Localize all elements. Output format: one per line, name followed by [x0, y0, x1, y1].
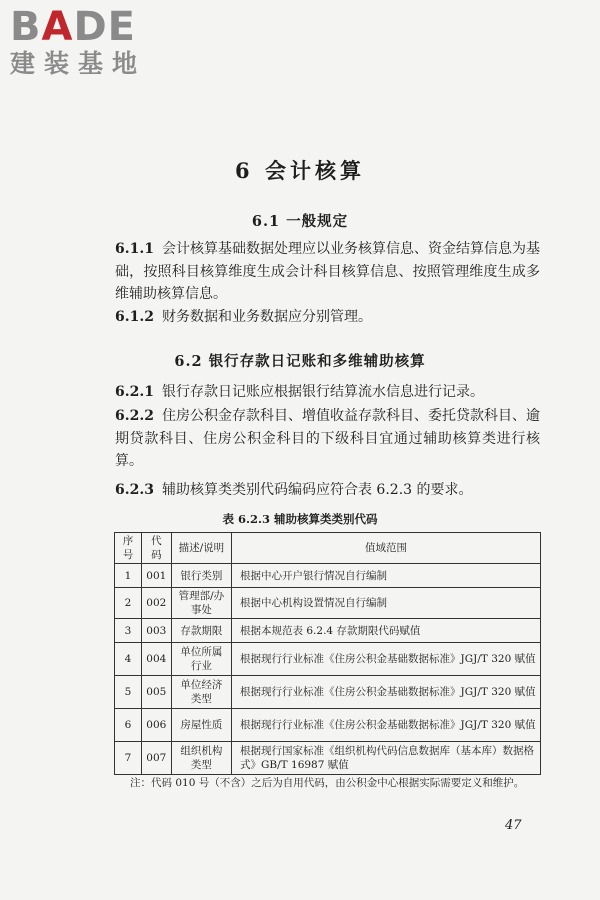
table-cell-seq: 7 — [115, 742, 142, 775]
table-header-row — [115, 533, 541, 564]
clause-6-1-1 — [115, 238, 540, 306]
table-cell-desc: 管理部/办事处 — [171, 588, 231, 619]
table-cell-range: 根据中心开户银行情况自行编制 — [232, 564, 541, 588]
clause-6-1-2 — [115, 306, 540, 329]
section-title-6-2: 6.2 银行存款日记账和多维辅助核算 — [174, 353, 426, 370]
table-cell-range: 根据中心机构设置情况自行编制 — [232, 588, 541, 619]
publisher-logo — [10, 6, 146, 78]
table-cell-seq: 3 — [115, 619, 142, 643]
table-row — [115, 564, 541, 588]
category-code-table — [114, 532, 541, 775]
table-cell-desc: 房屋性质 — [171, 709, 231, 742]
column-header: 代码 — [141, 533, 171, 564]
clause-text: 财务数据和业务数据应分别管理。 — [161, 309, 372, 325]
clause-6-2-1 — [115, 381, 540, 404]
column-header: 描述/说明 — [171, 533, 231, 564]
table-cell-desc: 存款期限 — [171, 619, 231, 643]
clause-number: 6.2.3 — [115, 482, 154, 498]
clause-text: 银行存款日记账应根据银行结算流水信息进行记录。 — [161, 384, 484, 400]
table-cell-code: 006 — [141, 709, 171, 742]
column-header: 值域范围 — [232, 533, 541, 564]
table-row — [115, 709, 541, 742]
table-cell-code: 004 — [141, 643, 171, 676]
table-row — [115, 588, 541, 619]
table-row — [115, 643, 541, 676]
table-cell-code: 002 — [141, 588, 171, 619]
table-cell-code: 003 — [141, 619, 171, 643]
clause-number: 6.2.2 — [115, 408, 154, 424]
table-cell-range: 根据现行行业标准《住房公积金基础数据标准》JGJ/T 320 赋值 — [232, 643, 541, 676]
table-cell-seq: 6 — [115, 709, 142, 742]
table-row — [115, 619, 541, 643]
table-cell-range: 根据现行行业标准《住房公积金基础数据标准》JGJ/T 320 赋值 — [232, 676, 541, 709]
page-number: 47 — [505, 818, 522, 833]
clause-number: 6.1.1 — [115, 241, 154, 257]
table-row — [115, 742, 541, 775]
table-cell-desc: 组织机构类型 — [171, 742, 231, 775]
table-cell-desc: 单位经济类型 — [171, 676, 231, 709]
clause-6-2-3 — [115, 479, 540, 502]
clause-number: 6.1.2 — [115, 309, 154, 325]
table-cell-code: 001 — [141, 564, 171, 588]
clause-text: 住房公积金存款科目、增值收益存款科目、委托贷款科目、逾期贷款科目、住房公积金科目的下级科目宜通过辅助核算类进行核算。 — [115, 408, 540, 469]
table-row — [115, 676, 541, 709]
clause-6-2-2 — [115, 405, 540, 473]
section-title-6-1: 6.1 一般规定 — [251, 213, 349, 230]
table-cell-seq: 1 — [115, 564, 142, 588]
table-cell-seq: 2 — [115, 588, 142, 619]
table-cell-seq: 4 — [115, 643, 142, 676]
table-cell-range: 根据现行国家标准《组织机构代码信息数据库（基本库）数据格式》GB/T 16987 赋值 — [232, 742, 541, 775]
clause-text: 辅助核算类类别代码编码应符合表 6.2.3 的要求。 — [161, 482, 473, 498]
logo-wordmark: BADE — [10, 4, 136, 50]
table-note: 注：代码 010 号（不含）之后为自用代码，由公积金中心根据实际需要定义和维护。 — [130, 777, 525, 789]
table-cell-desc: 银行类别 — [171, 564, 231, 588]
clause-number: 6.2.1 — [115, 384, 154, 400]
column-header: 序号 — [115, 533, 142, 564]
table-cell-seq: 5 — [115, 676, 142, 709]
table-cell-desc: 单位所属行业 — [171, 643, 231, 676]
table-caption: 表 6.2.3 辅助核算类类别代码 — [222, 512, 378, 526]
table-cell-range: 根据本规范表 6.2.4 存款期限代码赋值 — [232, 619, 541, 643]
table-cell-code: 005 — [141, 676, 171, 709]
chapter-title: 6 会计核算 — [235, 158, 365, 183]
table-cell-code: 007 — [141, 742, 171, 775]
logo-subtitle: 建装基地 — [10, 49, 147, 78]
table-cell-range: 根据现行行业标准《住房公积金基础数据标准》JGJ/T 320 赋值 — [232, 709, 541, 742]
clause-text: 会计核算基础数据处理应以业务核算信息、资金结算信息为基础，按照科目核算维度生成会计科目核算信息、按照管理维度生成多维辅助核算信息。 — [115, 241, 540, 302]
